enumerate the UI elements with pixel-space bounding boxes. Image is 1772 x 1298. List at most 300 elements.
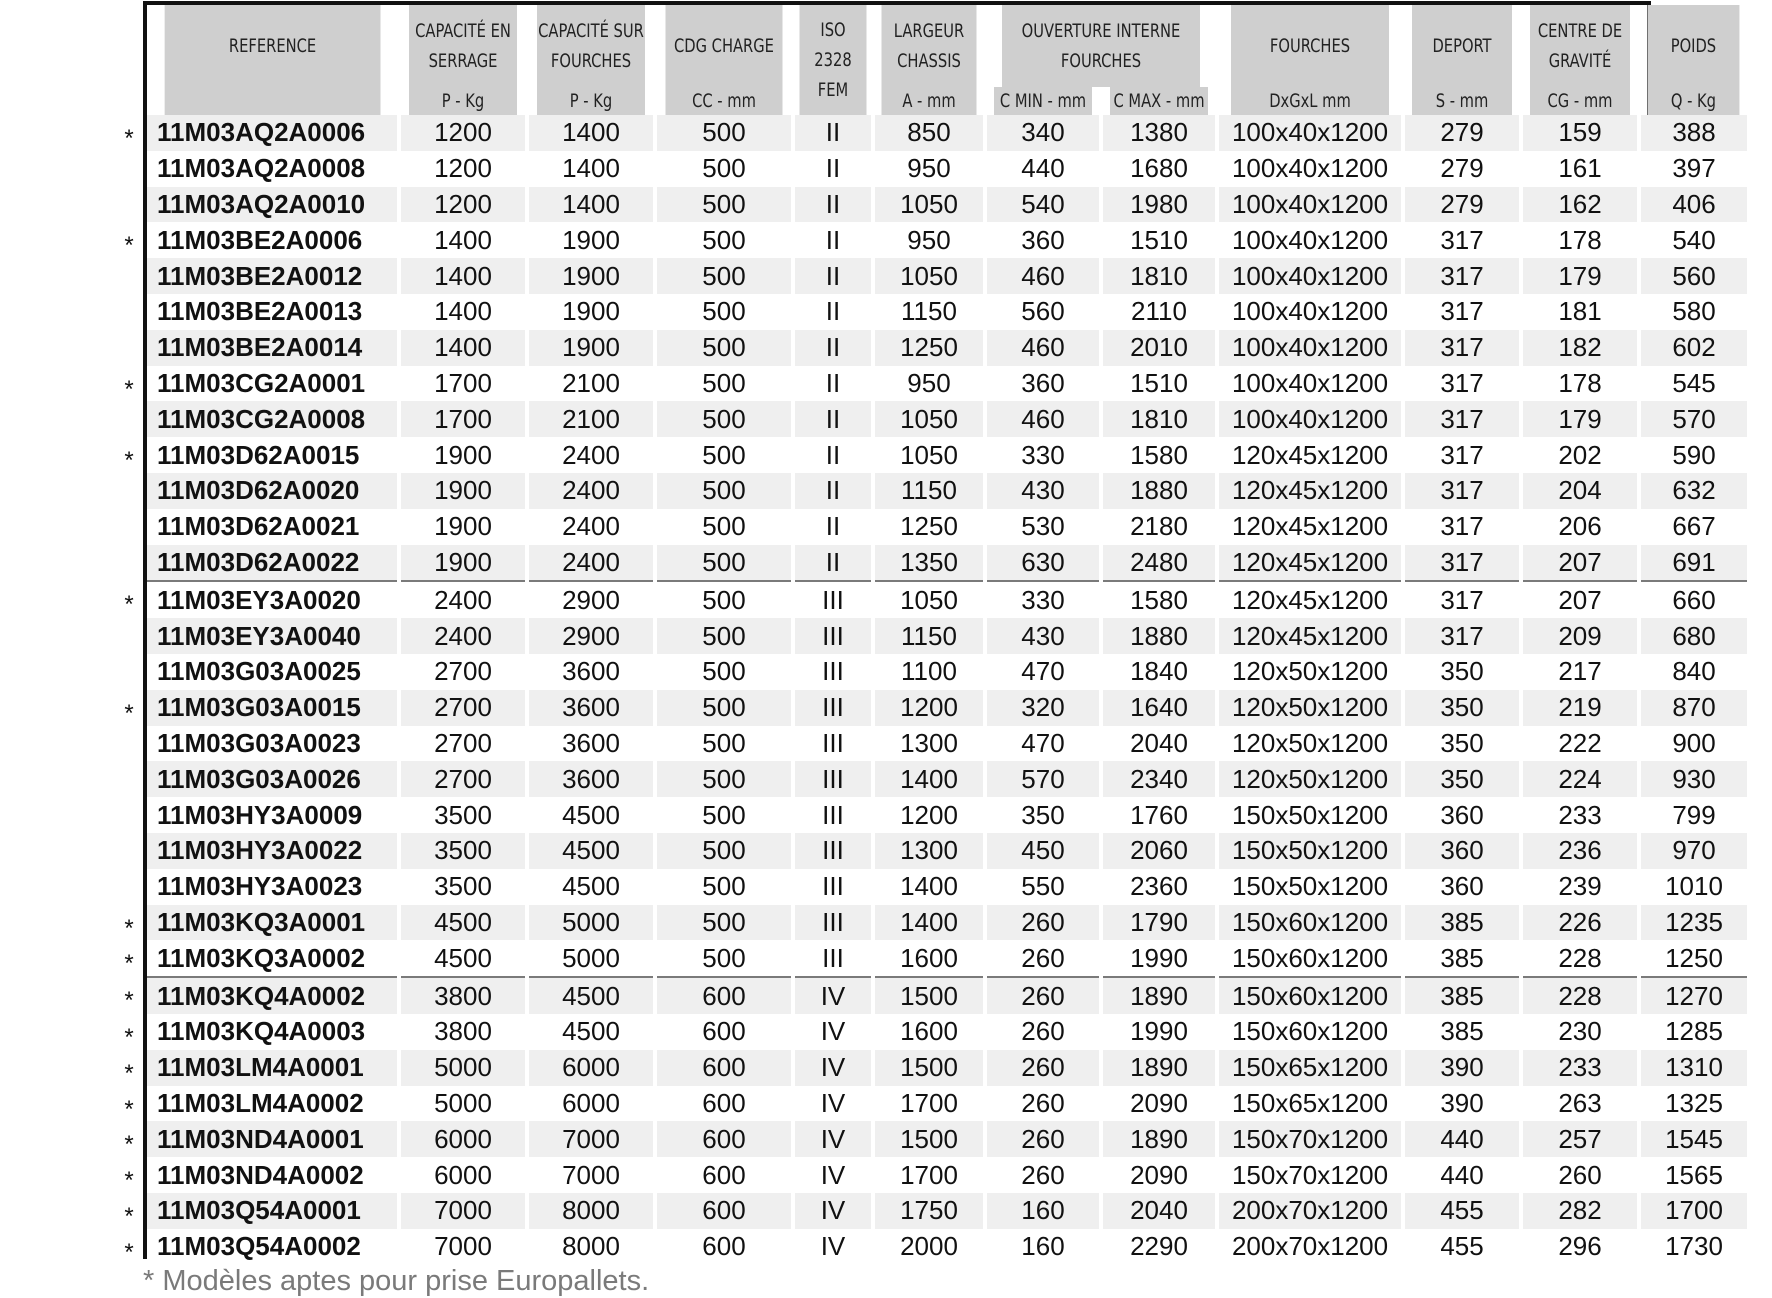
table-row [147, 366, 1747, 402]
table-cell: 1790 [1101, 905, 1217, 941]
reference-cell: 11M03KQ4A0002 [147, 977, 399, 1014]
table-cell: 162 [1521, 187, 1639, 223]
table-cell: 1980 [1101, 187, 1217, 223]
table-cell: 150x50x1200 [1217, 869, 1403, 905]
table-cell: 1150 [873, 618, 985, 654]
table-cell: 260 [985, 977, 1101, 1014]
table-cell: 7000 [399, 1193, 527, 1229]
table-cell: 260 [985, 940, 1101, 977]
table-cell: 1750 [873, 1193, 985, 1229]
table-cell: 1285 [1639, 1014, 1747, 1050]
table-cell: 1300 [873, 833, 985, 869]
table-cell: 600 [655, 1121, 793, 1157]
table-cell: 500 [655, 905, 793, 941]
europallet-marker [119, 833, 139, 869]
table-cell: 350 [1403, 654, 1521, 690]
table-cell: 1050 [873, 401, 985, 437]
spec-table-frame [143, 1, 1723, 1262]
table-cell: 260 [985, 1086, 1101, 1122]
table-cell: 2040 [1101, 1193, 1217, 1229]
table-cell: 7000 [527, 1121, 655, 1157]
table-cell: 545 [1639, 366, 1747, 402]
table-cell: 350 [1403, 690, 1521, 726]
table-cell: 1510 [1101, 366, 1217, 402]
table-cell: 1325 [1639, 1086, 1747, 1122]
table-cell: 100x40x1200 [1217, 294, 1403, 330]
table-cell: 350 [985, 797, 1101, 833]
table-cell: 1200 [399, 187, 527, 223]
reference-cell: 11M03AQ2A0008 [147, 151, 399, 187]
table-cell: 1400 [527, 151, 655, 187]
header-clamp-capacity: CAPACITÉ EN SERRAGE [408, 5, 518, 87]
header-offset: DEPORT [1411, 5, 1512, 87]
table-cell: 632 [1639, 473, 1747, 509]
table-cell: 150x50x1200 [1217, 797, 1403, 833]
table-cell: 330 [985, 437, 1101, 473]
table-cell: 207 [1521, 545, 1639, 582]
unit-weight: Q - Kg [1647, 87, 1740, 115]
table-cell: 2400 [399, 618, 527, 654]
table-cell: 279 [1403, 187, 1521, 223]
table-cell: 2180 [1101, 509, 1217, 545]
reference-cell: 11M03EY3A0040 [147, 618, 399, 654]
unit-forks: DxGxL mm [1230, 87, 1390, 115]
table-cell: 1050 [873, 437, 985, 473]
table-row [147, 654, 1747, 690]
table-cell: 500 [655, 473, 793, 509]
europallet-marker: * [124, 987, 134, 1015]
table-cell: 3800 [399, 1014, 527, 1050]
table-cell: 900 [1639, 726, 1747, 762]
europallet-marker: * [124, 447, 134, 475]
table-cell: 1700 [399, 366, 527, 402]
europallet-marker [119, 258, 139, 294]
table-row [147, 401, 1747, 437]
table-cell: 2900 [527, 618, 655, 654]
header-iso-class: ISO 2328 FEM [799, 5, 868, 115]
table-cell: 209 [1521, 618, 1639, 654]
table-cell: 160 [985, 1193, 1101, 1229]
table-row [147, 905, 1747, 941]
table-cell: 550 [985, 869, 1101, 905]
table-cell: 406 [1639, 187, 1747, 223]
table-cell: 120x45x1200 [1217, 437, 1403, 473]
table-cell: 4500 [399, 940, 527, 977]
table-cell: 4500 [527, 1014, 655, 1050]
table-cell: II [793, 437, 873, 473]
table-row [147, 115, 1747, 151]
table-cell: 179 [1521, 401, 1639, 437]
table-cell: 233 [1521, 1050, 1639, 1086]
table-cell: 100x40x1200 [1217, 366, 1403, 402]
table-cell: 317 [1403, 401, 1521, 437]
table-cell: 385 [1403, 1014, 1521, 1050]
table-cell: 279 [1403, 115, 1521, 151]
table-cell: 1400 [399, 330, 527, 366]
table-cell: 360 [1403, 797, 1521, 833]
table-cell: 3600 [527, 761, 655, 797]
table-cell: 317 [1403, 437, 1521, 473]
table-cell: 2700 [399, 726, 527, 762]
table-cell: 1730 [1639, 1229, 1747, 1265]
europallet-marker: * [124, 1202, 134, 1230]
reference-cell: 11M03Q54A0002 [147, 1229, 399, 1265]
unit-reference [165, 87, 382, 115]
reference-cell: 11M03BE2A0013 [147, 294, 399, 330]
table-cell: 455 [1403, 1229, 1521, 1265]
table-cell: 8000 [527, 1229, 655, 1265]
reference-cell: 11M03CG2A0008 [147, 401, 399, 437]
table-cell: 120x50x1200 [1217, 726, 1403, 762]
table-row [147, 258, 1747, 294]
table-cell: 1270 [1639, 977, 1747, 1014]
table-cell: 1400 [399, 258, 527, 294]
header-reference: REFERENCE [165, 5, 382, 87]
table-row [147, 222, 1747, 258]
table-cell: 3500 [399, 797, 527, 833]
table-cell: 317 [1403, 581, 1521, 618]
table-cell: 2900 [527, 581, 655, 618]
table-cell: 320 [985, 690, 1101, 726]
table-cell: 120x45x1200 [1217, 509, 1403, 545]
table-cell: 430 [985, 473, 1101, 509]
table-cell: 1200 [873, 797, 985, 833]
europallet-marker [119, 151, 139, 187]
reference-cell: 11M03HY3A0009 [147, 797, 399, 833]
table-cell: IV [793, 1086, 873, 1122]
table-cell: 200x70x1200 [1217, 1193, 1403, 1229]
unit-load-center: CC - mm [665, 87, 784, 115]
table-row [147, 1086, 1747, 1122]
table-cell: 1900 [527, 258, 655, 294]
table-cell: 263 [1521, 1086, 1639, 1122]
table-cell: 602 [1639, 330, 1747, 366]
table-row [147, 473, 1747, 509]
table-cell: 460 [985, 258, 1101, 294]
table-cell: 317 [1403, 330, 1521, 366]
table-cell: 239 [1521, 869, 1639, 905]
table-cell: 1250 [1639, 940, 1747, 977]
table-cell: 4500 [527, 833, 655, 869]
table-cell: 500 [655, 222, 793, 258]
table-cell: 500 [655, 115, 793, 151]
table-cell: 540 [1639, 222, 1747, 258]
table-cell: 630 [985, 545, 1101, 582]
table-cell: II [793, 366, 873, 402]
table-cell: 4500 [399, 905, 527, 941]
table-cell: 500 [655, 654, 793, 690]
table-cell: 360 [985, 222, 1101, 258]
table-cell: 600 [655, 1193, 793, 1229]
table-cell: 850 [873, 115, 985, 151]
europallet-marker [119, 401, 139, 437]
reference-cell: 11M03Q54A0001 [147, 1193, 399, 1229]
table-cell: 5000 [527, 905, 655, 941]
header-fork-capacity: CAPACITÉ SUR FOURCHES [536, 5, 646, 87]
table-cell: 1810 [1101, 401, 1217, 437]
unit-clamp-capacity: P - Kg [408, 87, 518, 115]
table-row [147, 977, 1747, 1014]
unit-frame-width: A - mm [881, 87, 977, 115]
table-cell: 970 [1639, 833, 1747, 869]
table-cell: 226 [1521, 905, 1639, 941]
table-cell: 150x60x1200 [1217, 1014, 1403, 1050]
table-cell: 455 [1403, 1193, 1521, 1229]
table-row [147, 437, 1747, 473]
table-row [147, 1229, 1747, 1265]
table-cell: 1700 [1639, 1193, 1747, 1229]
table-row [147, 294, 1747, 330]
table-cell: 1840 [1101, 654, 1217, 690]
reference-cell: 11M03LM4A0002 [147, 1086, 399, 1122]
table-cell: 1300 [873, 726, 985, 762]
table-cell: 1700 [873, 1157, 985, 1193]
europallet-marker [119, 761, 139, 797]
table-cell: 1150 [873, 473, 985, 509]
table-cell: 100x40x1200 [1217, 151, 1403, 187]
table-cell: 1400 [527, 115, 655, 151]
table-cell: 317 [1403, 545, 1521, 582]
table-cell: 440 [1403, 1157, 1521, 1193]
reference-cell: 11M03BE2A0012 [147, 258, 399, 294]
table-cell: 3500 [399, 869, 527, 905]
table-cell: 870 [1639, 690, 1747, 726]
table-cell: 260 [985, 905, 1101, 941]
table-cell: 236 [1521, 833, 1639, 869]
table-cell: 1235 [1639, 905, 1747, 941]
table-cell: 120x50x1200 [1217, 761, 1403, 797]
table-cell: III [793, 940, 873, 977]
table-cell: 217 [1521, 654, 1639, 690]
table-cell: 1050 [873, 187, 985, 223]
table-cell: 181 [1521, 294, 1639, 330]
table-cell: III [793, 690, 873, 726]
table-cell: 3500 [399, 833, 527, 869]
table-cell: 8000 [527, 1193, 655, 1229]
table-cell: 1350 [873, 545, 985, 582]
table-cell: 667 [1639, 509, 1747, 545]
table-cell: III [793, 726, 873, 762]
table-cell: 100x40x1200 [1217, 330, 1403, 366]
unit-center-of-gravity: CG - mm [1529, 87, 1630, 115]
table-cell: 1050 [873, 581, 985, 618]
table-row [147, 797, 1747, 833]
table-cell: 2100 [527, 401, 655, 437]
table-cell: 150x60x1200 [1217, 905, 1403, 941]
table-cell: 500 [655, 401, 793, 437]
table-cell: 470 [985, 654, 1101, 690]
table-cell: II [793, 473, 873, 509]
table-cell: 1500 [873, 1121, 985, 1157]
table-cell: 7000 [527, 1157, 655, 1193]
table-cell: 2010 [1101, 330, 1217, 366]
table-cell: 1600 [873, 940, 985, 977]
table-cell: 150x65x1200 [1217, 1050, 1403, 1086]
table-cell: 560 [1639, 258, 1747, 294]
europallet-marker: * [124, 591, 134, 619]
table-cell: 500 [655, 151, 793, 187]
table-row [147, 690, 1747, 726]
reference-cell: 11M03ND4A0002 [147, 1157, 399, 1193]
table-cell: III [793, 581, 873, 618]
table-cell: 2400 [399, 581, 527, 618]
table-cell: 6000 [399, 1121, 527, 1157]
table-cell: 1890 [1101, 1050, 1217, 1086]
table-cell: 950 [873, 222, 985, 258]
table-cell: 600 [655, 1086, 793, 1122]
table-cell: 4500 [527, 797, 655, 833]
reference-cell: 11M03KQ3A0001 [147, 905, 399, 941]
table-cell: II [793, 187, 873, 223]
europallet-marker: * [124, 1167, 134, 1195]
table-row [147, 509, 1747, 545]
table-cell: 500 [655, 581, 793, 618]
table-cell: 330 [985, 581, 1101, 618]
table-row [147, 330, 1747, 366]
table-cell: III [793, 654, 873, 690]
europallet-marker [119, 618, 139, 654]
table-cell: IV [793, 977, 873, 1014]
europallet-marker: * [124, 375, 134, 403]
table-cell: II [793, 401, 873, 437]
europallet-marker: * [124, 950, 134, 978]
table-cell: 2700 [399, 761, 527, 797]
table-cell: 950 [873, 366, 985, 402]
europallet-marker [119, 869, 139, 905]
header-frame-width: LARGEUR CHASSIS [881, 5, 977, 87]
table-cell: 260 [985, 1014, 1101, 1050]
table-cell: 360 [1403, 869, 1521, 905]
table-cell: 1900 [527, 294, 655, 330]
table-cell: 1580 [1101, 581, 1217, 618]
table-cell: 388 [1639, 115, 1747, 151]
table-cell: 1900 [399, 473, 527, 509]
reference-cell: 11M03G03A0025 [147, 654, 399, 690]
table-cell: 317 [1403, 618, 1521, 654]
table-cell: 1250 [873, 509, 985, 545]
table-cell: 2340 [1101, 761, 1217, 797]
unit-opening-min: C MIN - mm [993, 87, 1093, 115]
reference-cell: 11M03HY3A0023 [147, 869, 399, 905]
table-cell: II [793, 151, 873, 187]
table-cell: 150x50x1200 [1217, 833, 1403, 869]
table-cell: 470 [985, 726, 1101, 762]
table-cell: 390 [1403, 1050, 1521, 1086]
table-cell: 1900 [399, 509, 527, 545]
europallet-marker: * [124, 699, 134, 727]
table-cell: 1580 [1101, 437, 1217, 473]
table-cell: 1250 [873, 330, 985, 366]
table-row [147, 1193, 1747, 1229]
table-row [147, 1121, 1747, 1157]
table-cell: 1810 [1101, 258, 1217, 294]
table-cell: 120x45x1200 [1217, 618, 1403, 654]
reference-cell: 11M03CG2A0001 [147, 366, 399, 402]
table-cell: 3800 [399, 977, 527, 1014]
table-cell: III [793, 618, 873, 654]
table-cell: 2400 [527, 509, 655, 545]
header-forks: FOURCHES [1230, 5, 1390, 87]
table-cell: 385 [1403, 905, 1521, 941]
table-cell: 160 [985, 1229, 1101, 1265]
table-cell: 1880 [1101, 473, 1217, 509]
table-cell: III [793, 869, 873, 905]
table-cell: 222 [1521, 726, 1639, 762]
table-cell: 500 [655, 294, 793, 330]
table-cell: 260 [985, 1157, 1101, 1193]
table-cell: 1310 [1639, 1050, 1747, 1086]
table-cell: 150x60x1200 [1217, 940, 1403, 977]
table-cell: 5000 [527, 940, 655, 977]
europallet-marker [119, 726, 139, 762]
table-cell: 2400 [527, 545, 655, 582]
table-cell: IV [793, 1193, 873, 1229]
table-cell: 460 [985, 330, 1101, 366]
table-cell: 159 [1521, 115, 1639, 151]
europallet-marker [119, 797, 139, 833]
table-cell: 440 [985, 151, 1101, 187]
table-cell: III [793, 833, 873, 869]
table-cell: 1900 [527, 330, 655, 366]
reference-cell: 11M03G03A0023 [147, 726, 399, 762]
table-row [147, 1050, 1747, 1086]
table-cell: 3600 [527, 690, 655, 726]
table-row [147, 726, 1747, 762]
table-cell: 2700 [399, 654, 527, 690]
table-cell: III [793, 761, 873, 797]
table-cell: 260 [985, 1121, 1101, 1157]
table-cell: 1010 [1639, 869, 1747, 905]
header-load-center: CDG CHARGE [665, 5, 784, 87]
table-cell: 179 [1521, 258, 1639, 294]
table-cell: 440 [1403, 1121, 1521, 1157]
europallet-marker [119, 545, 139, 582]
reference-cell: 11M03D62A0022 [147, 545, 399, 582]
table-row [147, 1014, 1747, 1050]
table-cell: 100x40x1200 [1217, 222, 1403, 258]
table-cell: 500 [655, 437, 793, 473]
table-cell: 120x45x1200 [1217, 581, 1403, 618]
table-cell: 3600 [527, 654, 655, 690]
table-row [147, 618, 1747, 654]
table-cell: 397 [1639, 151, 1747, 187]
footnote: * Modèles aptes pour prise Europallets. [143, 1265, 650, 1297]
table-cell: 317 [1403, 258, 1521, 294]
europallet-marker: * [124, 1131, 134, 1159]
table-cell: 120x50x1200 [1217, 654, 1403, 690]
table-cell: 600 [655, 1229, 793, 1265]
table-cell: 202 [1521, 437, 1639, 473]
table-cell: 1900 [399, 437, 527, 473]
table-cell: 1050 [873, 258, 985, 294]
table-cell: 1700 [873, 1086, 985, 1122]
reference-cell: 11M03AQ2A0006 [147, 115, 399, 151]
spec-table-body [147, 115, 1747, 1265]
unit-fork-capacity: P - Kg [536, 87, 646, 115]
table-cell: 1890 [1101, 1121, 1217, 1157]
table-cell: 1565 [1639, 1157, 1747, 1193]
table-cell: 450 [985, 833, 1101, 869]
table-cell: 600 [655, 1050, 793, 1086]
table-cell: 4500 [527, 977, 655, 1014]
table-cell: 2400 [527, 437, 655, 473]
table-cell: 570 [1639, 401, 1747, 437]
table-cell: 350 [1403, 726, 1521, 762]
table-cell: 500 [655, 618, 793, 654]
table-cell: 1900 [527, 222, 655, 258]
europallet-marker [119, 473, 139, 509]
table-row [147, 833, 1747, 869]
